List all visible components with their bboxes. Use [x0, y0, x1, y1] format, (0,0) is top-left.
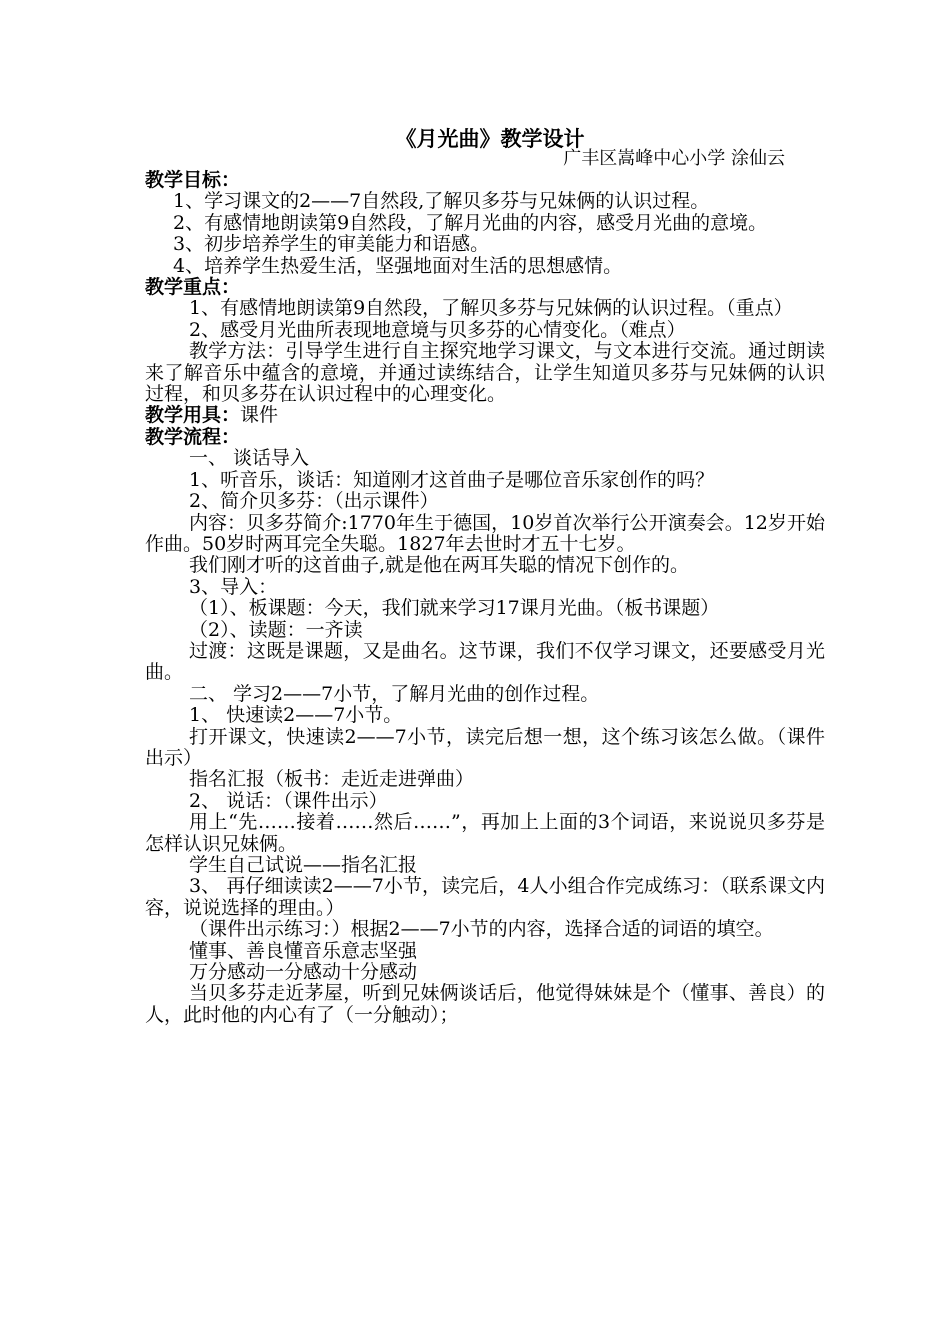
process-item: 二、 学习2——7小节，了解月光曲的创作过程。	[189, 682, 600, 705]
process-item: 3、 再仔细读读2——7小节，读完后，4人小组合作完成练习：（联系课文内容，说说选择的理由。）	[145, 875, 825, 919]
process-item: 打开课文，快速读2——7小节，读完后想一想，这个练习该怎么做。（课件出示）	[145, 725, 825, 769]
document-page	[145, 126, 825, 1026]
objectives-heading: 教学目标：	[145, 169, 241, 191]
tools-line	[145, 405, 825, 426]
document-title: 《月光曲》教学设计	[395, 126, 585, 151]
process-item: 2、 说话：（课件出示）	[189, 789, 388, 812]
process-item: 学生自己试说——指名汇报	[189, 854, 418, 876]
process-item: （课件出示练习：）根据2——7小节的内容，选择合适的词语的填空。	[189, 918, 774, 941]
keypoint-item: 1、有感情地朗读第9自然段，了解贝多芬与兄妹俩的认识过程。（重点）	[189, 297, 793, 320]
process-item: 一、 谈话导入	[189, 447, 310, 470]
process-item: 万分感动一分感动十分感动	[189, 961, 418, 984]
process-item: 用上“先……接着……然后……”，再加上上面的3个词语，来说说贝多芬是怎样认识兄妹俩。	[145, 811, 825, 855]
keypoint-item: 2、感受月光曲所表现地意境与贝多芬的心情变化。（难点）	[189, 318, 686, 341]
author-line: 广丰区嵩峰中心小学 涂仙云	[563, 148, 785, 169]
process-item: 懂事、善良懂音乐意志坚强	[189, 939, 418, 962]
process-item: 我们刚才听的这首曲子,就是他在两耳失聪的情况下创作的。	[189, 554, 690, 577]
process-item: 过渡：这既是课题，又是曲名。这节课，我们不仅学习课文，还要感受月光曲。	[145, 639, 825, 684]
process-item: 内容：贝多芬简介:1770年生于德国，10岁首次举行公开演奏会。12岁开始作曲。50岁时两耳完全失聪。1827年去世时才五十七岁。	[145, 511, 825, 555]
process-item: 2、简介贝多芬：（出示课件）	[189, 490, 439, 513]
process-heading: 教学流程：	[145, 425, 241, 448]
process-item: 3、导入：	[189, 575, 278, 598]
objective-item: 2、有感情地朗读第9自然段，了解月光曲的内容，感受月光曲的意境。	[173, 211, 768, 234]
objective-item: 3、初步培养学生的审美能力和语感。	[173, 233, 490, 256]
process-item: 1、 快速读2——7小节。	[189, 704, 403, 727]
process-item: 指名汇报（板书：走近走进弹曲）	[189, 768, 475, 791]
teaching-method: 教学方法：引导学生进行自主探究地学习课文，与文本进行交流。通过朗读来了解音乐中蕴含的意境，并通过读练结合，让学生知道贝多芬与兄妹俩的认识过程，和贝多芬在认识过程中的心理变化。	[145, 340, 825, 406]
objective-item: 4、培养学生热爱生活，坚强地面对生活的思想感情。	[173, 254, 623, 277]
tools-heading: 教学用具：	[145, 404, 241, 427]
tools-value: 课件	[240, 404, 279, 427]
process-item: 当贝多芬走近茅屋，听到兄妹俩谈话后，他觉得妹妹是个（懂事、善良）的人，此时他的内心有了（一分触动）；	[145, 982, 825, 1026]
process-item: （2）、读题：一齐读	[189, 618, 363, 641]
objective-item: 1、学习课文的2——7自然段,了解贝多芬与兄妹俩的认识过程。	[173, 190, 710, 213]
process-item: 1、听音乐，谈话：知道刚才这首曲子是哪位音乐家创作的吗？	[189, 468, 715, 491]
process-item: （1）、板课题：今天，我们就来学习17课月光曲。（板书课题）	[189, 597, 720, 620]
keypoints-heading: 教学重点：	[145, 276, 241, 299]
